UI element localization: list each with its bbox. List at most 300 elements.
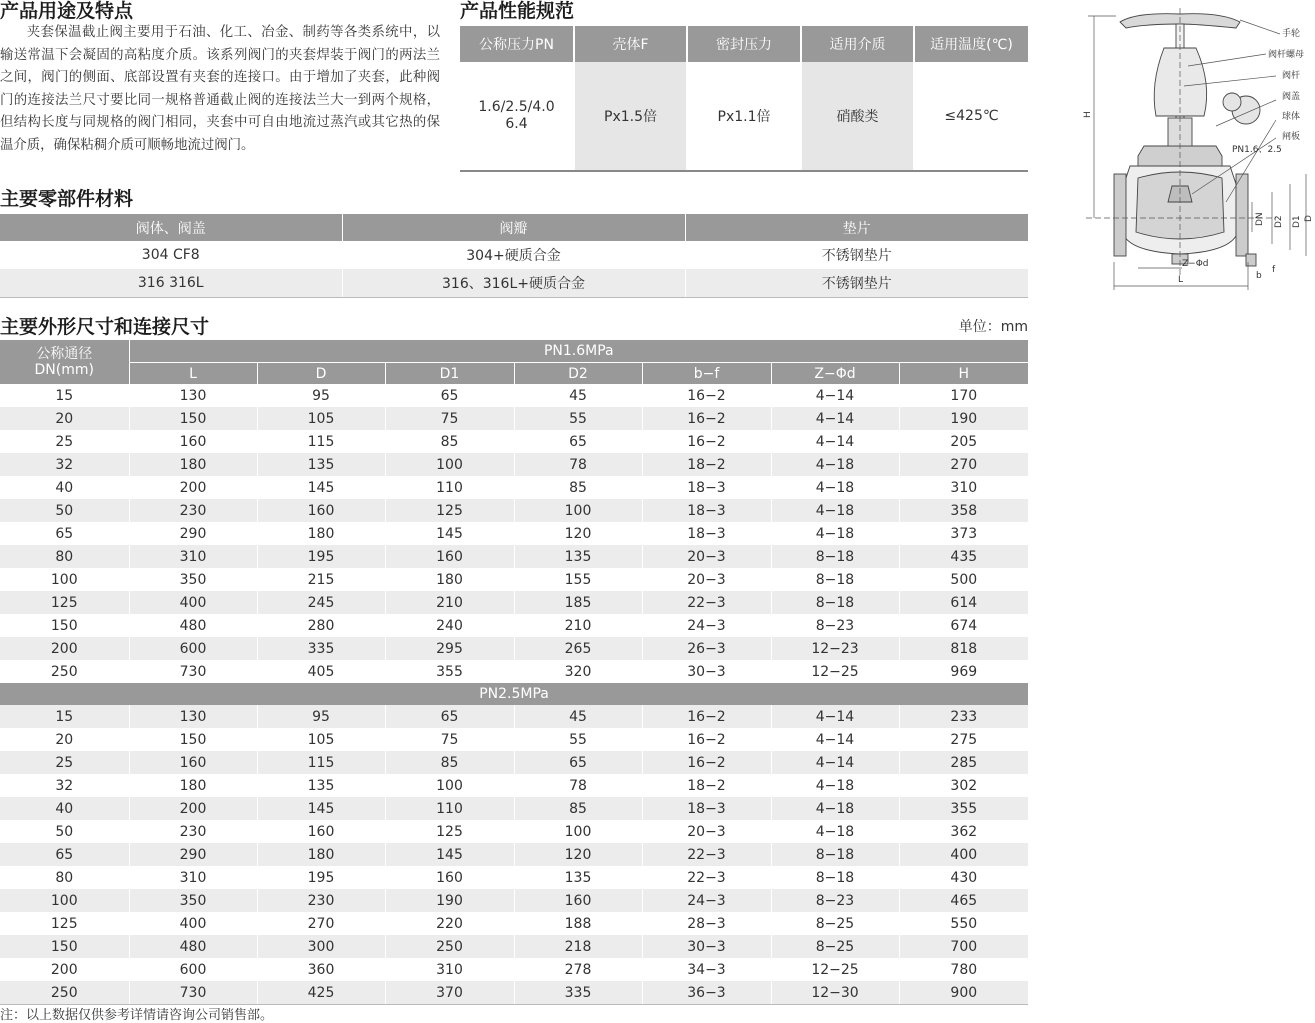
dimension-cell: 270 [899,453,1028,476]
materials-cell: 不锈钢垫片 [685,269,1028,298]
dimension-cell: 270 [257,912,385,935]
dn-cell: 150 [0,935,129,958]
dimension-cell: 350 [129,568,257,591]
dimension-cell: 674 [899,614,1028,637]
dimension-cell: 100 [514,820,642,843]
table-row [0,430,1028,453]
dimension-cell: 55 [514,728,642,751]
dimension-cell: 4−14 [771,705,899,728]
materials-cell: 316 316L [0,269,342,298]
pn25-section-row [0,683,1028,705]
dimension-cell: 22−3 [642,591,771,614]
dimension-cell: 18−3 [642,476,771,499]
dimension-cell: 310 [129,866,257,889]
dimension-cell: 24−3 [642,614,771,637]
dimension-cell: 8−23 [771,614,899,637]
table-row [0,889,1028,912]
dn-cell: 250 [0,981,129,1005]
footnote: 注：以上数据仅供参考详情请咨询公司销售部。 [0,1008,274,1023]
dimension-cell: 28−3 [642,912,771,935]
table-row [0,981,1028,1005]
dimension-cell: 145 [257,476,385,499]
dimension-cell: 130 [129,384,257,407]
pn25-section-header: PN2.5MPa [0,683,1028,705]
dimension-cell: 65 [385,705,514,728]
dimension-cell: 8−18 [771,866,899,889]
dimension-cell: 18−3 [642,522,771,545]
yoke-shape [1154,48,1206,116]
dimension-cell: 230 [257,889,385,912]
dimension-cell: 130 [129,705,257,728]
leader-line [1226,120,1276,202]
dimension-cell: 780 [899,958,1028,981]
dimension-cell: 220 [385,912,514,935]
dimension-cell: 200 [129,797,257,820]
table-row [0,384,1028,407]
dimension-cell: 85 [385,430,514,453]
dimension-cell: 155 [514,568,642,591]
table-row [0,476,1028,499]
dimension-cell: 4−14 [771,384,899,407]
label-f: f [1272,265,1276,275]
materials-header-row [0,214,1028,241]
spec-header-cell: 壳体F [574,26,687,62]
intro-paragraph: 夹套保温截止阀主要用于石油、化工、冶金、制药等各类系统中，以输送常温下会凝固的高粘度介质。该系列阀门的夹套焊装于阀门的两法兰之间，阀门的侧面、底部设置有夹套的连接口。由于增加了夹套，此种阀门的连接法兰尺寸要比同一规格普通截止阀的连接法兰大一到两个规格，但结构长度与同规格的阀门相同，夹套中可自由地流过蒸汽或其它热的保温介质，确保粘稠介质可顺畅地流过阀门。 [0,25,440,153]
dimension-cell: 278 [514,958,642,981]
pn25-rows [0,683,1028,1005]
table-row [0,545,1028,568]
dimension-cell: 16−2 [642,705,771,728]
spec-header-cell: 公称压力PN [460,26,574,62]
table-row [0,568,1028,591]
spec-header-cell: 密封压力 [687,26,801,62]
dimension-cell: 110 [385,476,514,499]
dn-cell: 20 [0,407,129,430]
table-row [0,774,1028,797]
dn-cell: 25 [0,751,129,774]
table-row [0,614,1028,637]
dimension-cell: 30−3 [642,935,771,958]
materials-cell: 不锈钢垫片 [685,241,1028,269]
dimension-cell: 465 [899,889,1028,912]
dimension-header-row [0,340,1028,363]
dimension-cell: 700 [899,935,1028,958]
dimension-cell: 969 [899,660,1028,683]
dimension-cell: 20−3 [642,568,771,591]
leader-line [1240,20,1280,34]
dimension-cell: 4−18 [771,774,899,797]
dn-header-unit: DN(mm) [34,362,94,378]
dimension-cell: 95 [257,705,385,728]
dimension-cell: 320 [514,660,642,683]
dimension-cell: 180 [129,774,257,797]
dimension-cell: 180 [129,453,257,476]
dimension-cell: 195 [257,866,385,889]
dimension-cell: 145 [257,797,385,820]
dimension-cell: 8−18 [771,591,899,614]
table-row [0,797,1028,820]
dimension-cell: 135 [257,774,385,797]
dn-cell: 32 [0,453,129,476]
label-H: H [1083,111,1093,118]
dimension-cell: 160 [129,430,257,453]
dimension-column-row [0,363,1028,385]
label-stem-nut: 阀杆螺母 [1268,50,1305,60]
dimension-cell: 195 [257,545,385,568]
dimension-cell: 18−3 [642,797,771,820]
dimension-cell: 295 [385,637,514,660]
dimension-cell: 290 [129,843,257,866]
dimension-cell: 55 [514,407,642,430]
dimension-cell: 16−2 [642,407,771,430]
dimension-cell: 250 [385,935,514,958]
dn-cell: 125 [0,912,129,935]
heading-performance: 产品性能规范 [460,0,575,22]
label-DN: DN [1255,212,1265,226]
dn-cell: 125 [0,591,129,614]
dimension-cell: 600 [129,637,257,660]
dn-cell: 50 [0,499,129,522]
dimension-cell: 125 [385,820,514,843]
dimension-cell: 160 [257,820,385,843]
detail-circle [1223,93,1241,111]
dimension-column-header: L [129,363,257,385]
dimension-cell: 400 [129,912,257,935]
dimension-cell: 160 [129,751,257,774]
dimension-cell: 8−25 [771,912,899,935]
dimension-cell: 12−30 [771,981,899,1005]
dimension-cell: 190 [899,407,1028,430]
dimension-cell: 730 [129,981,257,1005]
dimension-cell: 16−2 [642,384,771,407]
table-row [0,866,1028,889]
dimension-cell: 310 [899,476,1028,499]
label-bonnet: 阀盖 [1282,92,1301,102]
dimension-cell: 85 [514,476,642,499]
table-row [0,728,1028,751]
dimension-cell: 900 [899,981,1028,1005]
dimension-cell: 120 [514,843,642,866]
dn-cell: 200 [0,958,129,981]
dimension-cell: 290 [129,522,257,545]
dimension-cell: 360 [257,958,385,981]
materials-header-cell: 垫片 [685,214,1028,241]
table-row [0,499,1028,522]
dimension-cell: 110 [385,797,514,820]
dn-cell: 50 [0,820,129,843]
dimension-cell: 78 [514,774,642,797]
label-Zd: Z−Φd [1182,259,1209,269]
table-row [0,843,1028,866]
dimension-cell: 350 [129,889,257,912]
dimension-cell: 45 [514,705,642,728]
label-disc: 闸板 [1282,132,1301,142]
dimension-cell: 188 [514,912,642,935]
dimension-cell: 36−3 [642,981,771,1005]
dimension-cell: 400 [129,591,257,614]
dimension-cell: 125 [385,499,514,522]
dimension-cell: 4−18 [771,476,899,499]
dimension-cell: 145 [385,843,514,866]
spec-pn-line2: 6.4 [505,116,528,132]
label-stem: 阀杆 [1282,71,1301,81]
spec-row [460,62,1028,171]
table-row [0,958,1028,981]
dn-cell: 40 [55,479,74,496]
dimension-cell: 190 [385,889,514,912]
spec-pn-cell [460,62,574,171]
spec-temperature-cell: ≤425℃ [914,62,1028,171]
pn16-rows [0,384,1028,683]
dimension-cell: 160 [514,889,642,912]
dimension-cell: 818 [899,637,1028,660]
dimension-cell: 373 [899,522,1028,545]
dimension-cell: 230 [129,820,257,843]
dn-header-cell [0,340,129,384]
dimension-cell: 355 [385,660,514,683]
table-row [0,407,1028,430]
dimension-cell: 75 [385,407,514,430]
dimension-cell: 180 [257,843,385,866]
dimension-cell: 4−18 [771,522,899,545]
label-pn: PN1.6、2.5 [1232,145,1282,155]
dimension-cell: 600 [129,958,257,981]
dimension-cell: 280 [257,614,385,637]
dimension-column-header: D1 [385,363,514,385]
dimension-cell: 730 [129,660,257,683]
dimension-cell: 115 [257,751,385,774]
dn-cell: 200 [0,637,129,660]
materials-table [0,214,1028,298]
table-row [0,637,1028,660]
dimension-cell: 12−25 [771,660,899,683]
dn-cell: 15 [0,705,129,728]
dimension-cell: 180 [257,522,385,545]
dimension-cell: 180 [385,568,514,591]
table-row [0,820,1028,843]
dimension-column-header: b−f [642,363,771,385]
materials-cell: 304 CF8 [141,247,200,263]
dimension-cell: 135 [514,866,642,889]
dimension-cell: 210 [514,614,642,637]
dimension-cell: 4−18 [771,453,899,476]
dimension-cell: 425 [257,981,385,1005]
dimension-column-header: H [899,363,1028,385]
dimension-cell: 65 [514,430,642,453]
dimension-cell: 4−18 [771,820,899,843]
dimension-cell: 160 [385,866,514,889]
dimension-cell: 240 [385,614,514,637]
heading-usage: 产品用途及特点 [0,0,134,22]
materials-cell: 316、316L+硬质合金 [342,269,685,298]
materials-cell: 304+硬质合金 [342,241,685,269]
dimension-cell: 16−2 [642,728,771,751]
dn-cell: 32 [0,774,129,797]
dimension-cell: 65 [514,751,642,774]
dimension-cell: 275 [899,728,1028,751]
dimension-cell: 24−3 [642,889,771,912]
dimension-cell: 335 [514,981,642,1005]
label-D1: D1 [1292,215,1302,228]
spec-header-cell: 适用温度(℃) [914,26,1028,62]
dimension-cell: 20−3 [642,820,771,843]
materials-row [0,241,1028,269]
label-b: b [1256,271,1262,281]
dimension-cell: 4−14 [771,728,899,751]
dimension-cell: 355 [899,797,1028,820]
spec-header-row [460,26,1028,62]
dimension-cell: 20−3 [642,545,771,568]
dimension-cell: 8−18 [771,843,899,866]
dimension-cell: 4−14 [771,407,899,430]
materials-header-cell: 阀瓣 [342,214,685,241]
dimension-cell: 4−14 [771,751,899,774]
dimension-cell: 85 [385,751,514,774]
dn-cell: 20 [0,728,129,751]
dimension-cell: 12−25 [771,958,899,981]
table-row [0,591,1028,614]
dimension-cell: 500 [899,568,1028,591]
table-row [0,453,1028,476]
spec-shell-cell: Px1.5倍 [574,62,687,171]
dimension-cell: 185 [514,591,642,614]
dimension-cell: 100 [385,774,514,797]
dimension-cell: 115 [257,430,385,453]
dn-cell: 40 [0,797,129,820]
dimension-cell: 18−3 [642,499,771,522]
dimension-cell: 22−3 [642,843,771,866]
table-row [0,522,1028,545]
dimension-cell: 78 [514,453,642,476]
dimension-cell: 100 [514,499,642,522]
dn-cell: 65 [55,525,74,542]
dimension-cell: 285 [899,751,1028,774]
table-row [0,660,1028,683]
dimension-cell: 335 [257,637,385,660]
spec-medium-cell: 硝酸类 [801,62,914,171]
dimension-cell: 310 [129,545,257,568]
dimension-cell: 18−2 [642,774,771,797]
left-flange [1114,174,1126,256]
table-row [0,935,1028,958]
dimension-cell: 135 [257,453,385,476]
dimension-cell: 302 [899,774,1028,797]
dimension-cell: 400 [899,843,1028,866]
dn-cell: 100 [0,889,129,912]
dimension-cell: 370 [385,981,514,1005]
label-D2: D2 [1274,215,1284,228]
dn-header-label: 公称通径 [36,346,93,362]
dn-cell: 15 [55,387,74,404]
dimension-cell: 430 [899,866,1028,889]
dimension-cell: 120 [514,522,642,545]
dimension-cell: 200 [129,476,257,499]
dn-cell: 65 [0,843,129,866]
dimension-cell: 95 [257,384,385,407]
materials-header-cell: 阀体、阀盖 [0,214,342,241]
label-body: 球体 [1282,112,1301,122]
dimension-cell: 150 [129,407,257,430]
dimension-cell: 435 [899,545,1028,568]
right-flange [1236,174,1248,256]
unit-label: 单位：mm [958,319,1028,335]
dimension-cell: 358 [899,499,1028,522]
table-row [0,751,1028,774]
dimension-cell: 210 [385,591,514,614]
dimension-cell: 65 [385,384,514,407]
dimension-cell: 405 [257,660,385,683]
dimension-cell: 362 [899,820,1028,843]
label-L: L [1178,275,1184,285]
dimension-cell: 215 [257,568,385,591]
dimension-cell: 233 [899,705,1028,728]
dimension-column-header: D2 [514,363,642,385]
dimension-cell: 480 [129,935,257,958]
spec-table [460,26,1028,172]
dimension-cell: 145 [385,522,514,545]
dimension-cell: 614 [899,591,1028,614]
dimension-cell: 135 [514,545,642,568]
materials-row [0,269,1028,298]
label-D: D [1304,215,1314,222]
label-handwheel: 手轮 [1282,29,1301,39]
dimension-cell: 4−14 [771,430,899,453]
right-port [1246,254,1256,266]
dimension-cell: 4−18 [771,499,899,522]
pn16-section-header: PN1.6MPa [129,340,1028,363]
dimension-cell: 30−3 [642,660,771,683]
dimension-cell: 16−2 [642,751,771,774]
valve-drawing [1076,6,1312,294]
dimension-cell: 170 [899,384,1028,407]
dimension-cell: 218 [514,935,642,958]
dimension-cell: 4−18 [771,797,899,820]
dimension-cell: 160 [257,499,385,522]
dimension-cell: 75 [385,728,514,751]
dimension-cell: 550 [899,912,1028,935]
dimension-cell: 300 [257,935,385,958]
dimension-cell: 18−2 [642,453,771,476]
dimension-cell: 34−3 [642,958,771,981]
dn-cell: 150 [50,617,78,634]
dimension-cell: 8−18 [771,568,899,591]
dimension-cell: 105 [257,407,385,430]
dimension-cell: 480 [129,614,257,637]
table-row [0,705,1028,728]
dimension-cell: 150 [129,728,257,751]
dimension-cell: 105 [257,728,385,751]
spec-seal-cell: Px1.1倍 [687,62,801,171]
dn-cell: 250 [50,663,78,680]
packing-shape [1168,118,1192,146]
dimension-cell: 100 [385,453,514,476]
dimension-cell: 8−18 [771,545,899,568]
dimension-cell: 230 [129,499,257,522]
dimension-cell: 8−25 [771,935,899,958]
dimension-column-header: Z−Φd [771,363,899,385]
dimension-cell: 245 [257,591,385,614]
dimension-cell: 160 [385,545,514,568]
dimension-cell: 85 [514,797,642,820]
dn-cell: 25 [55,433,74,450]
dimension-cell: 45 [514,384,642,407]
dimension-cell: 8−23 [771,889,899,912]
dimension-cell: 16−2 [642,430,771,453]
dn-cell: 80 [0,545,129,568]
dimension-cell: 12−23 [771,637,899,660]
spec-pn-line1: 1.6/2.5/4.0 [478,99,555,115]
spec-header-cell: 适用介质 [801,26,914,62]
